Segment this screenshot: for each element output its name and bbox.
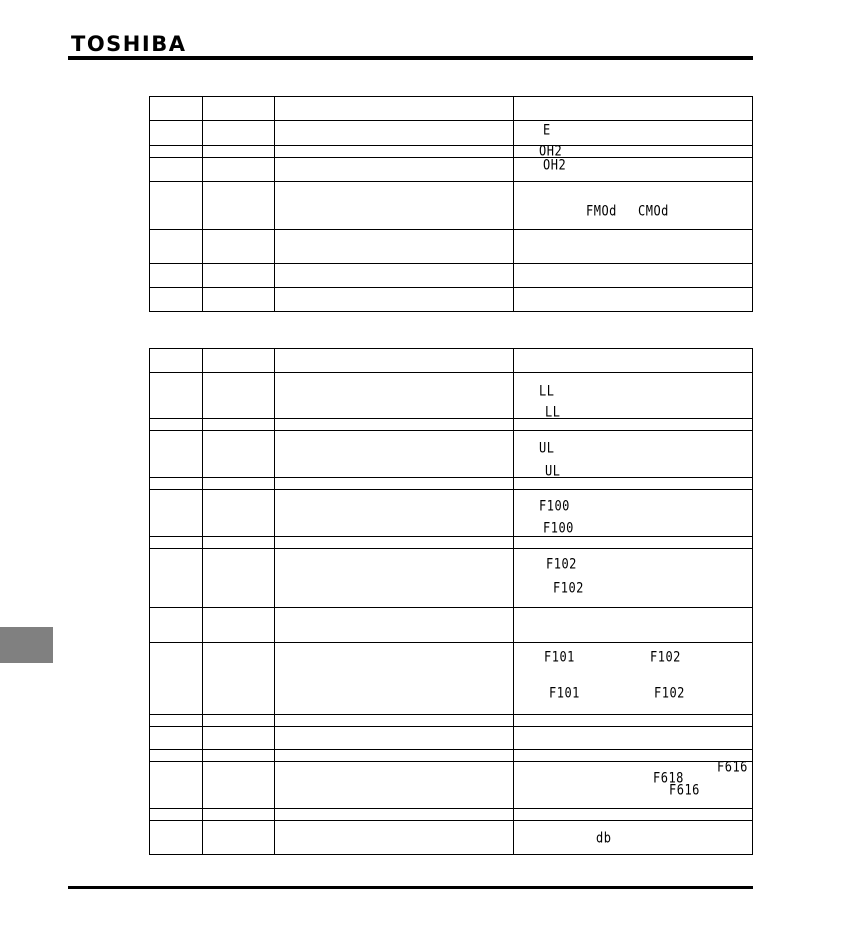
display-code: F100 [539,497,570,515]
display-code: UL [545,462,561,480]
display-code: F616 [669,781,700,799]
display-code: F102 [654,684,685,702]
footer-rule [68,886,753,889]
display-code: E [543,121,551,139]
display-code: LL [545,403,561,421]
table-row [150,146,753,158]
table-row [150,537,753,549]
table-row [150,762,753,809]
display-code: OH2 [543,156,567,174]
display-code: F101 [544,648,575,666]
table-row [150,715,753,727]
section-tab-marker [0,627,53,663]
toshiba-logo: TOSHIBA [71,32,187,56]
table-row [150,264,753,288]
table-row [150,373,753,419]
table-row [150,230,753,264]
display-code: F616 [717,758,748,776]
display-code: CMOd [638,202,669,220]
table-header-row [150,349,753,373]
table-row [150,182,753,230]
table-row [150,750,753,762]
display-code: OH2 [539,142,563,160]
table-row [150,727,753,750]
table-row [150,158,753,182]
display-code: F100 [543,519,574,537]
display-code: UL [539,439,555,457]
table-row [150,643,753,715]
table-row [150,809,753,821]
table-row [150,608,753,643]
display-code: LL [539,382,555,400]
display-code: F102 [546,555,577,573]
display-code: F101 [549,684,580,702]
parameter-table-1 [149,96,753,312]
display-code: FMOd [586,202,617,220]
table-row [150,121,753,146]
table-row [150,490,753,537]
display-code: db [596,829,612,847]
parameter-table-2 [149,348,753,855]
table-row [150,419,753,431]
display-code: F618 [653,769,684,787]
table-row [150,478,753,490]
header-rule [68,56,753,60]
table-row [150,821,753,855]
table-header-row [150,97,753,121]
table-row [150,431,753,478]
display-code: F102 [553,579,584,597]
display-code: F102 [650,648,681,666]
table-row [150,288,753,312]
table-row [150,549,753,608]
